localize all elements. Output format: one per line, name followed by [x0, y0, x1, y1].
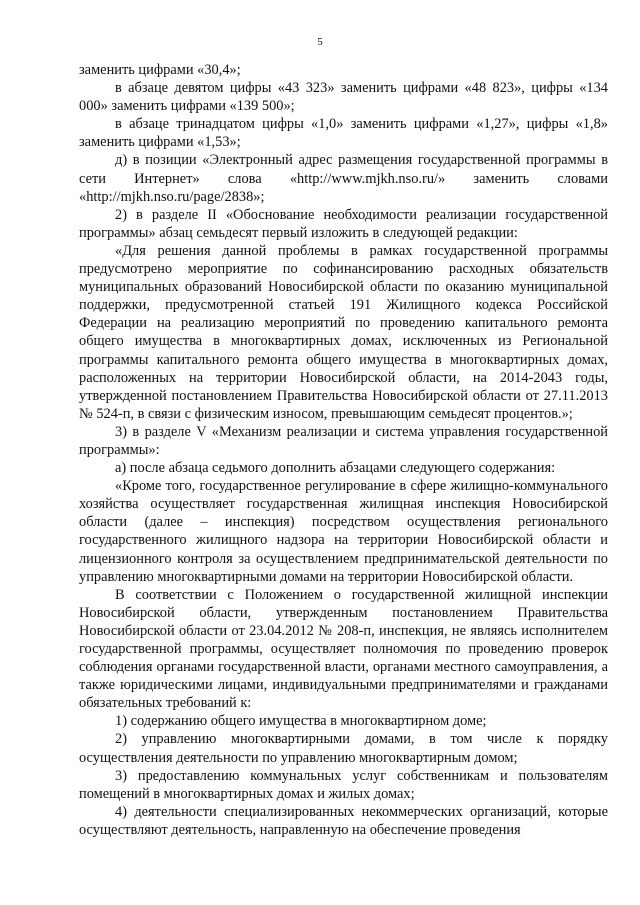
document-body — [79, 61, 608, 839]
paragraph-quote-regulation: «Кроме того, государственное регулирование в сфере жилищно-коммунального хозяйства осуществляет государственная жилищная инспекция Новосибирской области (далее – инспекция) посредством осуществления регионального государственного жилищного надзора на территории Новосибирской области и лицензионного контроля за осуществлением предпринимательской деятельности по управлению многоквартирными домами на территории Новосибирской области. — [79, 478, 608, 585]
page-number: 5 — [317, 36, 323, 48]
paragraph-inspection-powers: В соответствии с Положением о государственной жилищной инспекции Новосибирской области, утвержденным постановлением Правительства Новосибирской области от 23.04.2012 № 208-п, инспекция, не являясь исполнителем государственной программы, осуществляет полномочия по проведению проверок соблюдения органами государственной власти, органами местного самоуправления, а также юридическими лицами, индивидуальными предпринимателями и гражданами обязательных требований к: — [79, 586, 608, 712]
paragraph-item-3: 3) в разделе V «Механизм реализации и система управления государственной программы»: — [79, 423, 608, 458]
paragraph-item-a: а) после абзаца седьмого дополнить абзацами следующего содержания: — [115, 460, 556, 477]
list-item-2: 2) управлению многоквартирными домами, в том числе к порядку осуществления деятельности по управлению многоквартирным домом; — [79, 731, 608, 766]
paragraph-continuation: заменить цифрами «30,4»; — [79, 62, 241, 78]
list-item-4: 4) деятельности специализированных некоммерческих организаций, которые осуществляют деятельность, направленную на обеспечение проведения — [79, 803, 608, 838]
list-item-1: 1) содержанию общего имущества в многоквартирном доме; — [115, 713, 487, 730]
paragraph-item-2: 2) в разделе II «Обоснование необходимости реализации государственной программы» абзац семьдесят первый изложить в следующей редакции: — [79, 206, 608, 241]
paragraph-thirteenth-abzats: в абзаце тринадцатом цифры «1,0» заменить цифрами «1,27», цифры «1,8» заменить цифрами «1,53»; — [79, 116, 608, 151]
paragraph-quote-problem: «Для решения данной проблемы в рамках государственной программы предусмотрено мероприятие по софинансированию расходных обязательств муниципальных образований Новосибирской области по оказанию муниципальной поддержки, предусмотренной статьей 191 Жилищного кодекса Российской Федерации на реализацию мероприятий по проведению капитального ремонта общего имущества в многоквартирных домах, исключенных из Региональной программы капитального ремонта общего имущества в многоквартирных домах, расположенных на территории Новосибирской области, на 2014-2043 годы, утвержденной постановлением Правительства Новосибирской области от 27.11.2013 № 524-п, в связи с физическим износом, превышающим семьдесят процентов.»; — [79, 242, 608, 422]
list-item-3: 3) предоставлению коммунальных услуг собственникам и пользователям помещений в многоквартирных домах и жилых домах; — [79, 767, 608, 802]
paragraph-item-d: д) в позиции «Электронный адрес размещения государственной программы в сети Интернет» слова «http://www.mjkh.nso.ru/» заменить словами «http://mjkh.nso.ru/page/2838»; — [79, 152, 608, 205]
paragraph-ninth-abzats: в абзаце девятом цифры «43 323» заменить цифрами «48 823», цифры «134 000» заменить цифрами «139 500»; — [79, 80, 608, 115]
